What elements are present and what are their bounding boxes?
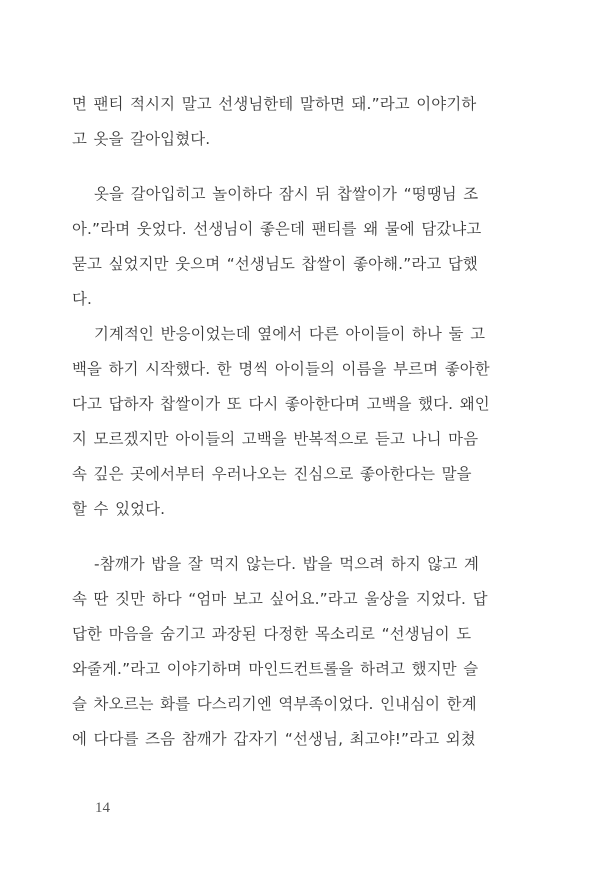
text-line-14: 속 딴 짓만 하다 “엄마 보고 싶어요.”라고 울상을 지었다. 답: [72, 590, 488, 608]
paragraph-start-line: -참깨가 밥을 잘 먹지 않는다. 밥을 먹으려 하지 않고 계: [94, 555, 479, 573]
text-line-11: 속 깊은 곳에서부터 우러나오는 진심으로 좋아한다는 말을: [72, 465, 472, 483]
text-line-17: 슬 차오르는 화를 다스리기엔 역부족이었다. 인내심이 한계: [72, 695, 477, 713]
text-line-8: 백을 하기 시작했다. 한 명씩 아이들의 이름을 부르며 좋아한: [72, 360, 490, 378]
paragraph-start-line: 기계적인 반응이었는데 옆에서 다른 아이들이 하나 둘 고: [94, 325, 486, 343]
text-line-12: 할 수 있었다.: [72, 500, 166, 518]
text-line-2: 고 옷을 갈아입혔다.: [72, 130, 211, 148]
text-line-18: 에 다다를 즈음 참깨가 갑자기 “선생님, 최고야!”라고 외쳤: [72, 730, 476, 748]
text-line-6: 다.: [72, 290, 93, 308]
text-line-16: 와줄게.”라고 이야기하며 마인드컨트롤을 하려고 했지만 슬: [72, 660, 479, 678]
text-line-9: 다고 답하자 찹쌀이가 또 다시 좋아한다며 고백을 했다. 왜인: [72, 395, 490, 413]
text-line-10: 지 모르겠지만 아이들의 고백을 반복적으로 듣고 나니 마음: [72, 430, 479, 448]
text-line-1: 면 팬티 적시지 말고 선생님한테 말하면 돼.”라고 이야기하: [72, 95, 477, 113]
text-line-5: 묻고 싶었지만 웃으며 “선생님도 찹쌀이 좋아해.”라고 답했: [72, 255, 478, 273]
text-line-4: 아.”라며 웃었다. 선생님이 좋은데 팬티를 왜 물에 담갔냐고: [72, 220, 482, 238]
paragraph-start-line: 옷을 갈아입히고 놀이하다 잠시 뒤 찹쌀이가 “떵땡님 조: [94, 185, 479, 203]
text-line-15: 답한 마음을 숨기고 과장된 다정한 목소리로 “선생님이 도: [72, 625, 472, 643]
page-number: 14: [95, 800, 110, 816]
